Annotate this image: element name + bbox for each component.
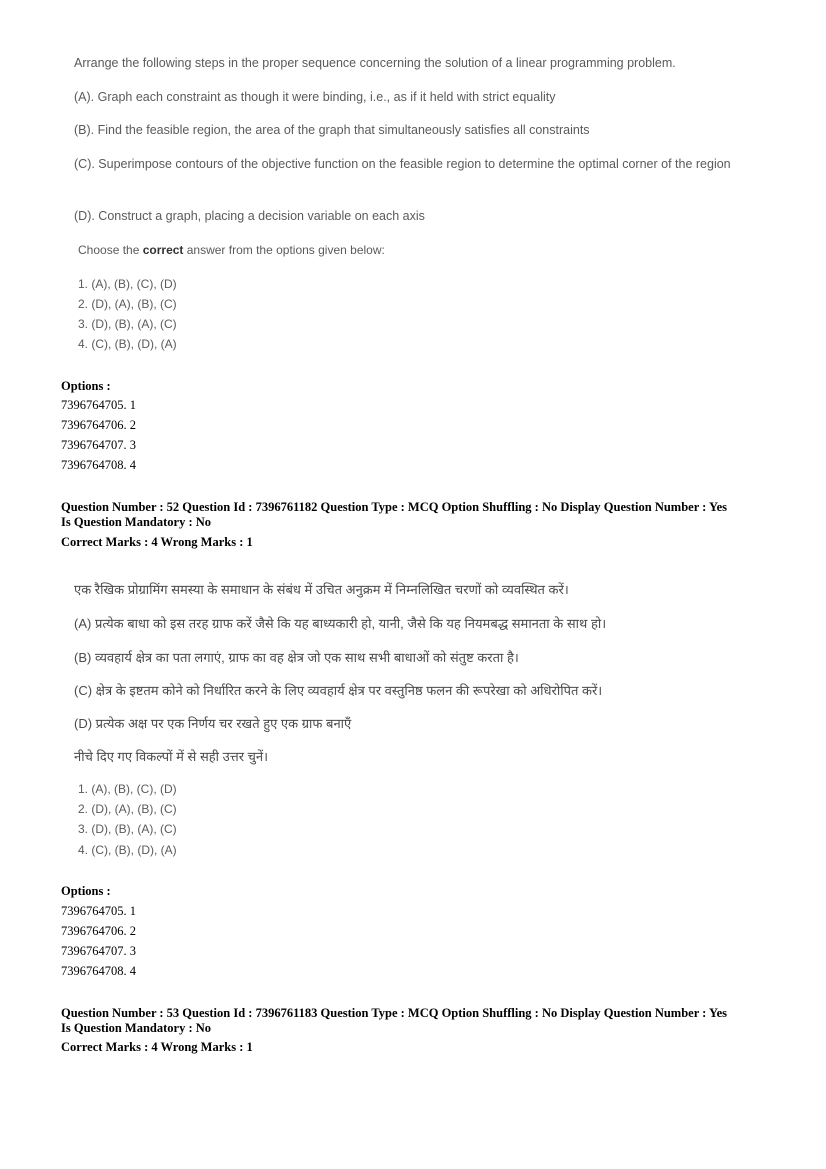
option-id-1: 7396764705. 1 bbox=[61, 904, 136, 918]
step-c: (C) क्षेत्र के इष्टतम कोने को निर्धारित करने के लिए व्यवहार्य क्षेत्र पर वस्तुनिष्ठ फलन की रूपरेखा को अधिरोपित करें। bbox=[74, 683, 603, 698]
option-id-3: 7396764707. 3 bbox=[61, 944, 136, 958]
step-a: (A) प्रत्येक बाधा को इस तरह ग्राफ करें जैसे कि यह बाध्यकारी हो, यानी, जैसे कि यह नियमबद्ध समानता के साथ हो। bbox=[74, 616, 607, 631]
answer-option-4: 4. (C), (B), (D), (A) bbox=[78, 843, 177, 857]
question-marks: Correct Marks : 4 Wrong Marks : 1 bbox=[61, 535, 253, 549]
question-meta: Question Number : 52 Question Id : 7396761182 Question Type : MCQ Option Shuffling : No Display Question Number : Yes bbox=[61, 500, 728, 514]
answer-option-1: 1. (A), (B), (C), (D) bbox=[78, 782, 177, 796]
step-a: (A). Graph each constraint as though it were binding, i.e., as if it held with strict equality bbox=[74, 90, 556, 104]
option-id-1: 7396764705. 1 bbox=[61, 398, 136, 412]
options-label: Options : bbox=[61, 379, 111, 393]
question-prompt: Arrange the following steps in the proper sequence concerning the solution of a linear programming problem. bbox=[74, 56, 676, 70]
step-b: (B) व्यवहार्य क्षेत्र का पता लगाएं, ग्राफ का वह क्षेत्र जो एक साथ सभी बाधाओं को संतुष्ट करता है। bbox=[74, 650, 519, 665]
option-id-3: 7396764707. 3 bbox=[61, 438, 136, 452]
question-mandatory: Is Question Mandatory : No bbox=[61, 1021, 212, 1035]
answer-option-3: 3. (D), (B), (A), (C) bbox=[78, 317, 177, 331]
step-d: (D) प्रत्येक अक्ष पर एक निर्णय चर रखते हुए एक ग्राफ बनाएँ bbox=[74, 716, 352, 731]
choose-instruction: Choose the correct answer from the options given below: bbox=[78, 243, 385, 257]
option-id-2: 7396764706. 2 bbox=[61, 924, 136, 938]
answer-option-4: 4. (C), (B), (D), (A) bbox=[78, 337, 177, 351]
question-prompt: एक रैखिक प्रोग्रामिंग समस्या के समाधान के संबंध में उचित अनुक्रम में निम्नलिखित चरणों को व्यवस्थित करें। bbox=[74, 582, 569, 597]
choose-instruction: नीचे दिए गए विकल्पों में से सही उत्तर चुनें। bbox=[74, 749, 269, 764]
answer-option-2: 2. (D), (A), (B), (C) bbox=[78, 297, 177, 311]
option-id-4: 7396764708. 4 bbox=[61, 458, 136, 472]
step-c: (C). Superimpose contours of the objective function on the feasible region to determine the optimal corner of the region bbox=[74, 157, 731, 171]
question-meta: Question Number : 53 Question Id : 7396761183 Question Type : MCQ Option Shuffling : No Display Question Number : Yes bbox=[61, 1006, 728, 1020]
option-id-4: 7396764708. 4 bbox=[61, 964, 136, 978]
step-b: (B). Find the feasible region, the area of the graph that simultaneously satisfies all constraints bbox=[74, 123, 590, 137]
answer-option-2: 2. (D), (A), (B), (C) bbox=[78, 802, 177, 816]
options-label: Options : bbox=[61, 884, 111, 898]
option-id-2: 7396764706. 2 bbox=[61, 418, 136, 432]
question-mandatory: Is Question Mandatory : No bbox=[61, 515, 212, 529]
answer-option-1: 1. (A), (B), (C), (D) bbox=[78, 277, 177, 291]
question-marks: Correct Marks : 4 Wrong Marks : 1 bbox=[61, 1040, 253, 1054]
step-d: (D). Construct a graph, placing a decision variable on each axis bbox=[74, 209, 425, 223]
answer-option-3: 3. (D), (B), (A), (C) bbox=[78, 822, 177, 836]
